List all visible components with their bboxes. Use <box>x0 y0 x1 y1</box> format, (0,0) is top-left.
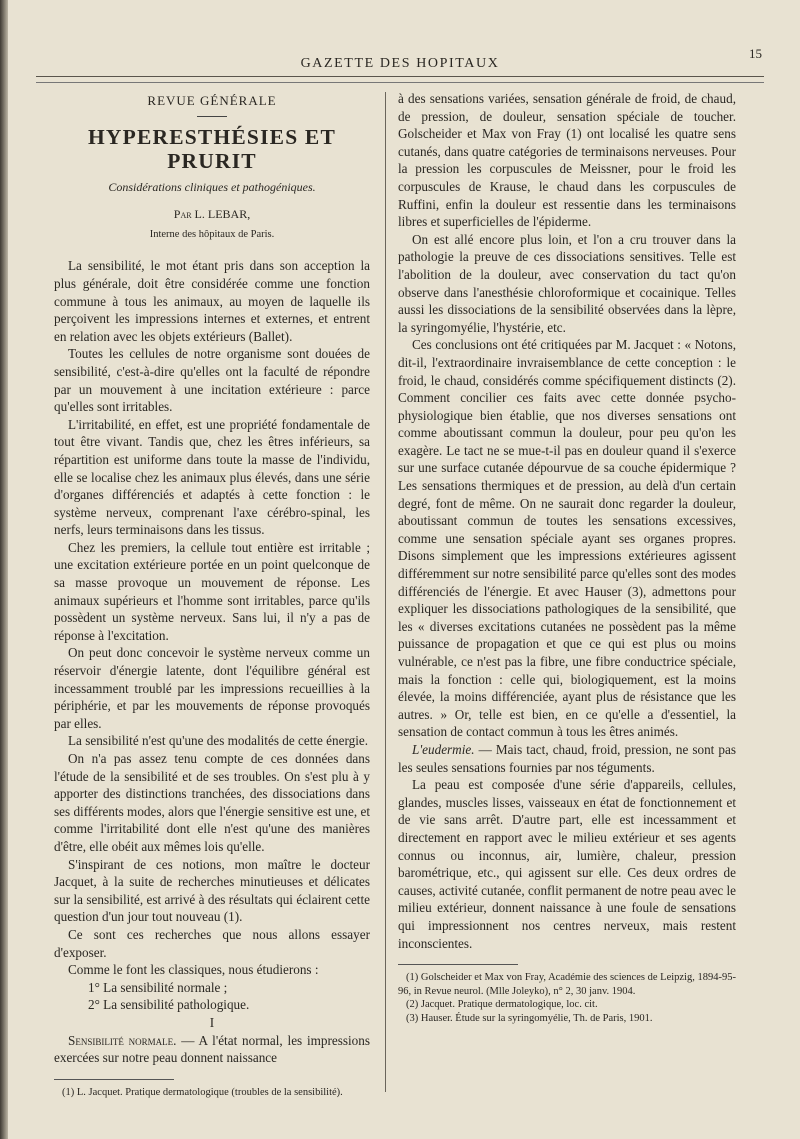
section-label: REVUE GÉNÉRALE <box>147 93 277 108</box>
paragraph: La sensibilité, le mot étant pris dans son acception la plus générale, doit être considérée comme une fonction commune à tous les animaux, au moyen de laquelle ils perçoivent les impressions internes et externes, et entrent en relation avec les objets extérieurs (Ballet). <box>54 258 370 344</box>
author-role: Interne des hôpitaux de Paris. <box>149 228 275 240</box>
article-author: Par L. LEBAR, <box>173 207 251 222</box>
paragraph: Ces conclusions ont été critiquées par M. Jacquet : « Notons, dit-il, l'extraordinaire invraisemblance de cette conception : le froid, le chaud, considérés comme spécifiquement distincts (2). Comment concilier ces faits avec cette donnée psycho-physiologique bien établie, que nos diverses sensations ont comme aboutissant commun la douleur, pour peu qu'on les exagère. Le tact ne se mue-t-il pas en douleur quand il s'exerce sur une surface cutanée dépourvue de sa couche épidermique ? Les sensations thermiques et de pression, au delà d'un certain degré, font de même. On ne saurait donc regarder la douleur, aboutissant commun de toutes les sensations excessives, comme une sensation spéciale ayant ses organes propres. Disons simplement que les impressions extérieures agissent différemment sur notre sensibilité parce qu'elles sont des modes différenciés de l'énergie. Et avec Hauser (3), admettons pour expliquer les dissociations pathologiques de la sensibilité, que les « diverses excitations cutanées ne possèdent pas la même puissance de propagation et que ce qui est plus ou moins vulnérable, ce n'est pas la fibre, une fibre conductrice spéciale, mais la fonction : celle qui, biologiquement, est la moins élevée, la moins différenciée, ayant plus de résistance que les autres. » Or, telle est bien, en ce qu'elle a d'essentiel, la sensation de contact commun à tous les êtres animés. <box>398 337 736 740</box>
binding-shadow <box>0 0 8 1139</box>
paragraph <box>54 1032 370 1067</box>
run-in-heading: Sensibilité normale. <box>68 1032 177 1048</box>
paragraph: On n'a pas assez tenu compte de ces données dans l'étude de la sensibilité et de ses troubles. On s'est plu à y apporter des distinctions tranchées, des dissociations dans ses différents modes, alors que l'énergie sensitive est une, et comme l'irritabilité dont elle n'est qu'une des manières d'être, elle obéit aux mêmes lois qu'elle. <box>54 751 370 854</box>
run-in-heading: L'eudermie. <box>412 741 475 757</box>
running-title: GAZETTE DES HOPITAUX <box>300 56 500 71</box>
left-column <box>54 90 370 1099</box>
paragraph: Ce sont ces recherches que nous allons essayer d'exposer. <box>54 926 370 960</box>
article-title: HYPERESTHÉSIES ET PRURIT <box>87 124 337 173</box>
section-numeral: I <box>209 1014 215 1030</box>
paragraph: On est allé encore plus loin, et l'on a cru trouver dans la pathologie la preuve de ces dissociations sensitives. Telle est l'abolition de la douleur, avec conservation du tact qu'on observe dans l'anesthésie chloroformique et cocainique. Telles aussi les dissociations de la sensibilité observées dans la lèpre, la syringomyélie, l'hystérie, etc. <box>398 231 736 335</box>
title-rule <box>197 116 227 117</box>
paragraph-text: — A l'état normal, les impressions exercées sur notre peau donnent naissance <box>54 1032 371 1066</box>
paragraph: à des sensations variées, sensation générale de froid, de chaud, de pression, de douleur, sensation spéciale de toucher. Golscheider et Max von Fray (1) ont localisé les quatre sens cutanés, dans quatre catégories de terminaisons nerveuses. Pour la pression les corpuscules de Meissner, pour le froid les corpuscules de Krause, le chaud dans les corpuscules de Ruffini, enfin la douleur est ressentie dans les terminaisons libres et superficielles de l'épiderme. <box>398 91 736 230</box>
footnote: (1) Golscheider et Max von Fray, Académie des sciences de Leipzig, 1894-95-96, in Revue neurol. (Mlle Joleyko), n° 2, 30 janv. 1904. <box>398 972 736 997</box>
footnote: (2) Jacquet. Pratique dermatologique, loc. cit. <box>406 999 598 1011</box>
footnote: (3) Hauser. Étude sur la syringomyélie, Th. de Paris, 1901. <box>406 1012 653 1024</box>
column-divider <box>385 92 386 1092</box>
paragraph-text: — Mais tact, chaud, froid, pression, ne sont pas les seules sensations fournies par nos téguments. <box>398 741 736 775</box>
page-number: 15 <box>749 46 762 61</box>
paragraph: L'irritabilité, en effet, est une propriété fondamentale de tout être vivant. Tandis que, chez les êtres inférieurs, sa répartition est uniforme dans toute la masse de l'individu, elle se localise chez les animaux plus élevés, dans une série d'organes différenciés et adaptés à cette fonction : le système nerveux, comprenant l'axe cérébro-spinal, les nerfs, leurs terminaisons dans les tissus. <box>54 416 370 538</box>
paragraph: S'inspirant de ces notions, mon maître le docteur Jacquet, à la suite de recherches minutieuses et délicates sur la sensibilité, est arrivé à des résultats qui éclairent cette question d'un jour tout nouveau (1). <box>54 856 370 925</box>
page-header <box>36 44 764 77</box>
paragraph: Chez les premiers, la cellule tout entière est irritable ; une excitation extérieure portée en un point quelconque de sa masse provoque un mouvement de réponse. Les animaux supérieurs et l'homme sont irritables, parce qu'ils possèdent un système nerveux. Sans lui, il n'y a pas de réponse à l'excitation. <box>54 539 370 643</box>
paragraph: Comme le font les classiques, nous étudierons : <box>68 962 319 978</box>
list-item: 1° La sensibilité normale ; <box>88 979 228 995</box>
footnote: (1) L. Jacquet. Pratique dermatologique (troubles de la sensibilité). <box>62 1086 343 1098</box>
paragraph: La peau est composée d'une série d'appareils, cellules, glandes, muscles lisses, vaisseaux en état de fonctionnement et de vie sans arrêt. D'autre part, elle est incessamment et directement en rapport avec le milieu extérieur et ses agents connus ou inconnus, air, lumière, chaleur, pression barométrique, etc., qui agissent sur elle. Ces deux ordres de causes, activité cutanée, conflit permanent de notre peau avec le milieu extérieur, donnent naissance à une foule de sensations qui impressionnent nos centres nerveux, mais restent inconscientes. <box>398 777 736 951</box>
list-item: 2° La sensibilité pathologique. <box>88 997 250 1013</box>
article-subtitle: Considérations cliniques et pathogéniques. <box>108 179 316 194</box>
footnote-rule <box>54 1079 174 1080</box>
right-column <box>398 90 736 1025</box>
footnote-rule <box>398 964 518 965</box>
paragraph <box>398 741 736 776</box>
paragraph: La sensibilité n'est qu'une des modalités de cette énergie. <box>68 733 369 749</box>
paragraph: Toutes les cellules de notre organisme sont douées de sensibilité, c'est-à-dire qu'elles ont la faculté de répondre par un mouvement à une incitation extérieure : parce qu'elles sont irritables. <box>54 346 370 415</box>
paragraph: On peut donc concevoir le système nerveux comme un réservoir d'énergie latente, dont l'équilibre général est incessamment troublé par les impressions recueillies à la périphérie, et par les mouvements de réponse provoqués par elles. <box>54 645 370 731</box>
header-rule <box>36 82 764 83</box>
